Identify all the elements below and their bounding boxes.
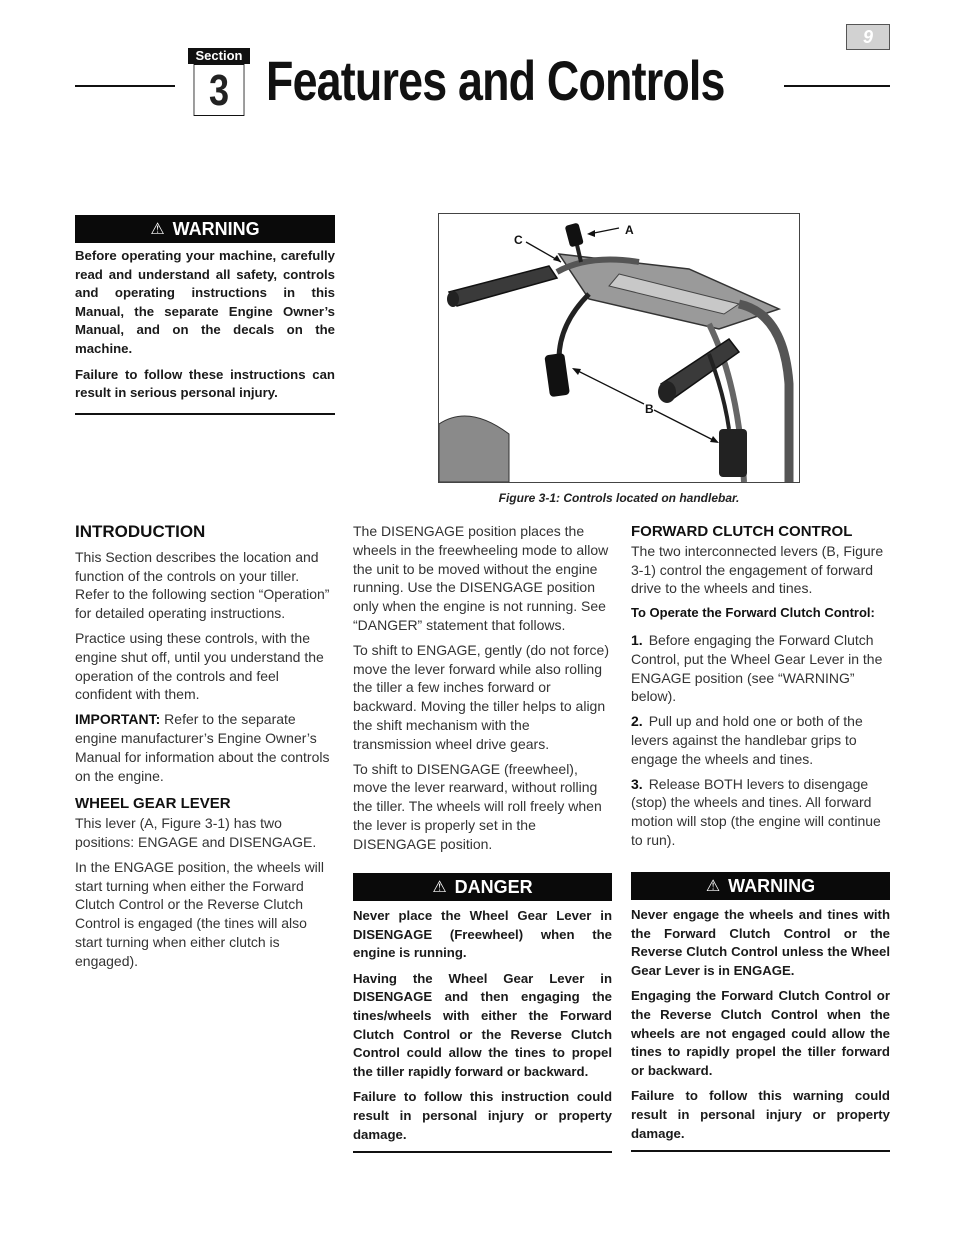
warning-label: WARNING (172, 218, 260, 239)
step-item (631, 712, 890, 768)
warning-body (75, 243, 335, 403)
callout-line-b2 (654, 410, 717, 442)
warning-box-top (75, 215, 335, 415)
section-number: 3 (194, 64, 245, 116)
left-grip (449, 266, 557, 306)
warning-paragraph: Engaging the Forward Clutch Control or the Reverse Clutch Control when the wheels are not engaged could allow the tines to rapidly propel the tiller forward or backward. (631, 988, 890, 1078)
instructions-heading: To Operate the Forward Clutch Control: (631, 605, 875, 621)
danger-header (353, 873, 612, 901)
page-title: Features and Controls (266, 49, 725, 112)
danger-paragraph: Failure to follow this instruction could result in personal injury or property damage. (353, 1089, 612, 1142)
right-grip-end (658, 381, 676, 403)
step-text: Pull up and hold one or both of the levers against the handlebar grips to engage the wheels and tines. (631, 713, 863, 767)
step-number: 3. (631, 775, 643, 792)
warning-body (631, 900, 890, 1143)
handlebar-illustration (439, 214, 799, 482)
figure-handlebar-controls (438, 213, 800, 483)
warning-header (631, 872, 890, 900)
important-note (75, 710, 337, 785)
figure-caption: Figure 3-1: Controls located on handlebar. (498, 491, 740, 505)
column-disengage (353, 522, 611, 860)
forward-clutch-paragraph: The two interconnected levers (B, Figure 3-1) control the engagement of forward drive to the wheels and tines. (631, 542, 884, 597)
important-label: IMPORTANT: (75, 711, 161, 728)
step-item (631, 631, 890, 706)
danger-paragraph: Never place the Wheel Gear Lever in DISENGAGE (Freewheel) when the engine is running. (353, 908, 612, 961)
wheel-gear-lever-knob (565, 223, 584, 248)
step-item (631, 775, 890, 850)
left-grip-end (447, 291, 459, 307)
figure-label-b: B (645, 402, 654, 416)
warning-paragraph: Before operating your machine, carefully read and understand all safety, controls and operating instructions in this Manual, the separate Engine Owner’s Manual, and on the decals on the machine. (75, 248, 335, 356)
warning-bottom-rule (631, 1150, 890, 1152)
shift-engage-paragraph: To shift to ENGAGE, gently (do not force) move the lever forward while also rolling the tiller a few inches forward or backward. Moving the tiller helps to align the shift mechanism with the transmission wheel drive gears. (353, 641, 609, 752)
header-rule-left (75, 85, 175, 87)
danger-bottom-rule (353, 1151, 612, 1153)
column-introduction (75, 523, 337, 977)
warning-label: WARNING (728, 875, 816, 896)
tiller-body (439, 416, 509, 482)
header-rule-right (784, 85, 890, 87)
forward-clutch-lever-paddle (544, 353, 570, 397)
forward-clutch-lever (559, 294, 589, 359)
warning-bottom-rule (75, 413, 335, 415)
intro-paragraph: This Section describes the location and function of the controls on your tiller. Refer to the following section “Operation” for detailed operating instructions. (75, 548, 330, 622)
column-forward-clutch (631, 523, 890, 856)
danger-box (353, 873, 612, 1153)
disengage-paragraph: The DISENGAGE position places the wheels in the freewheeling mode to allow the unit to be moved without the engine running. Use the DISENGAGE position only when the engine is not running. See “DANGER” statement that follows. (353, 523, 609, 633)
wheel-gear-paragraph: This lever (A, Figure 3-1) has two positions: ENGAGE and DISENGAGE. (75, 815, 317, 850)
warning-triangle-icon: ⚠ (150, 221, 165, 238)
shift-disengage-paragraph: To shift to DISENGAGE (freewheel), move the lever rearward, without rolling the tiller. The wheels will roll freely when the lever is properly set in the DISENGAGE position. (353, 760, 602, 852)
introduction-heading: INTRODUCTION (75, 522, 206, 541)
warning-paragraph: Failure to follow this warning could result in personal injury or property damage. (631, 1088, 890, 1141)
danger-label: DANGER (454, 876, 533, 897)
callout-arrow-b1 (572, 368, 581, 375)
step-number: 1. (631, 631, 643, 648)
intro-paragraph: Practice using these controls, with the engine shut off, until you understand the operation of the controls and feel confident with them. (75, 629, 324, 703)
warning-box-bottom (631, 872, 890, 1152)
callout-arrow-b2 (710, 436, 719, 443)
important-text: Refer to the separate engine manufacturer’s Engine Owner’s Manual for information about the controls on the engine. (75, 711, 330, 784)
callout-line-b1 (574, 369, 644, 404)
figure-label-a: A (625, 223, 634, 237)
figure-label-c: C (514, 233, 523, 247)
warning-paragraph: Never engage the wheels and tines with the Forward Clutch Control or the Reverse Clutch Control unless the Wheel Gear Lever is in ENGAGE. (631, 907, 890, 978)
warning-triangle-icon: ⚠ (705, 878, 721, 895)
step-number: 2. (631, 713, 643, 730)
callout-arrow-a (587, 230, 595, 237)
step-text: Release BOTH levers to disengage (stop) the wheels and tines. All forward motion will stop (the engine will continue to run). (631, 775, 881, 848)
forward-clutch-lever-paddle-right (719, 429, 747, 477)
section-label: Section (188, 48, 250, 64)
warning-header (75, 215, 335, 243)
warning-triangle-icon: ⚠ (432, 879, 447, 896)
danger-body (353, 901, 612, 1144)
wheel-gear-paragraph: In the ENGAGE position, the wheels will start turning when either the Forward Clutch Control or the Reverse Clutch Control is engaged (the tines will also start turning when either clutch is engaged). (75, 858, 325, 969)
warning-paragraph: Failure to follow these instructions can result in serious personal injury. (75, 366, 335, 401)
forward-clutch-heading: FORWARD CLUTCH CONTROL (631, 523, 853, 540)
danger-paragraph: Having the Wheel Gear Lever in DISENGAGE and then engaging the tines/wheels with either the Forward Clutch Control or the Reverse Clutch Control could allow the tines to propel the tiller rapidly forward or backward. (353, 970, 612, 1079)
step-text: Before engaging the Forward Clutch Control, put the Wheel Gear Lever in the ENGAGE position (see “WARNING” below). (631, 631, 883, 705)
page-number: 9 (846, 24, 890, 50)
wheel-gear-lever-heading: WHEEL GEAR LEVER (75, 795, 231, 813)
